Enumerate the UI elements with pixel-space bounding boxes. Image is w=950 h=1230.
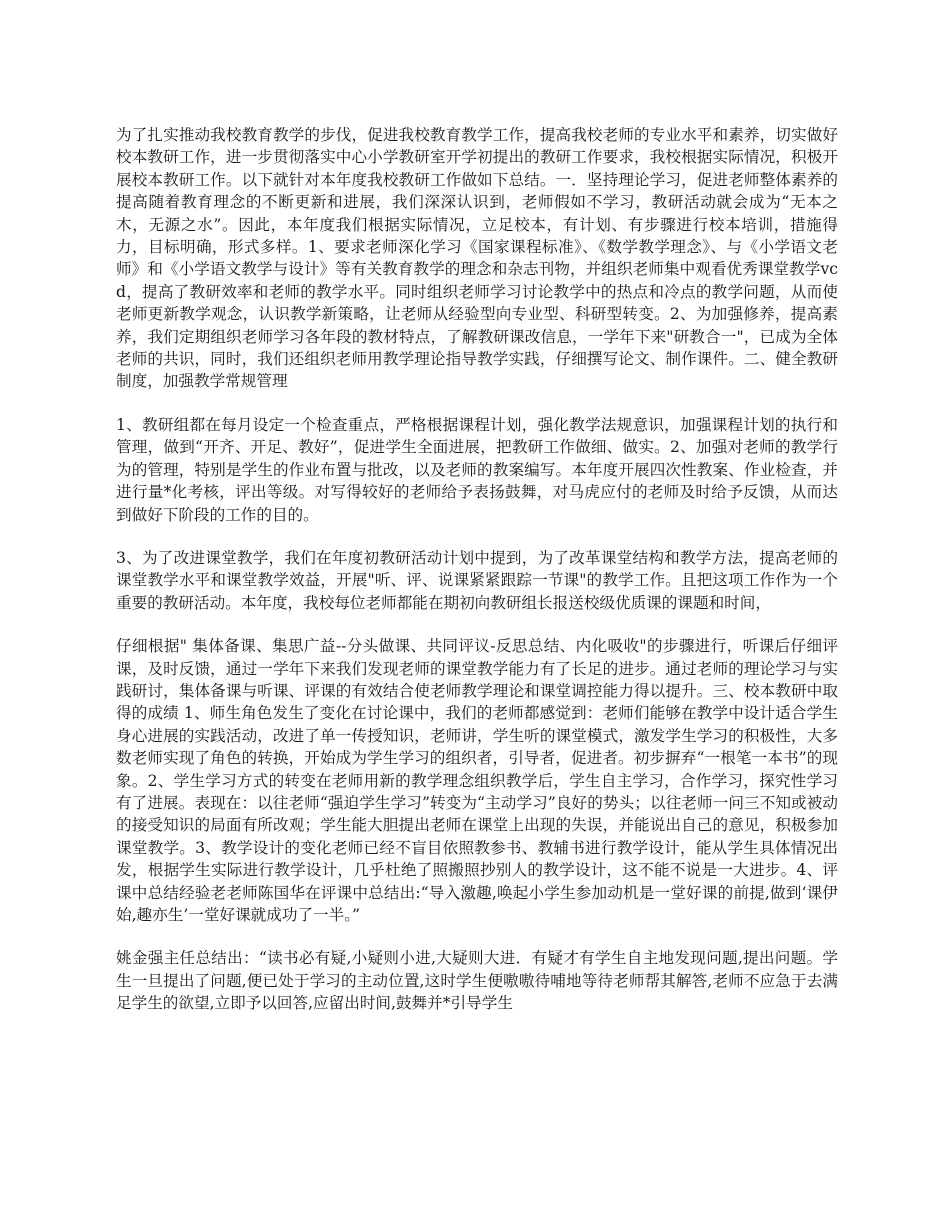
paragraph-5: 姚金强主任总结出：“读书必有疑,小疑则小进,大疑则大进．有疑才有学生自主地发现问题,提出问题。学生一旦提出了问题,便已处于学习的主动位置,这时学生便嗷嗷待哺地等待老师帮其解答,老师不应急于去满足学生的欲望,立即予以回答,应留出时间,鼓舞并*引导学生	[116, 949, 838, 1013]
document-body	[116, 124, 838, 1036]
paragraph-2: 1、教研组都在每月设定一个检查重点，严格根据课程计划，强化教学法规意识，加强课程计划的执行和管理，做到“开齐、开足、教好”，促进学生全面进展，把教研工作做细、做实。2、加强对老师的教学行为的管理，特别是学生的作业布置与批改，以及老师的教案编写。本年度开展四次性教案、作业检查，并进行量*化考核，评出等级。对写得较好的老师给予表扬鼓舞，对马虎应付的老师及时给予反馈，从而达到做好下阶段的工作的目的。	[116, 415, 838, 524]
paragraph-3: 3、为了改进课堂教学，我们在年度初教研活动计划中提到，为了改革课堂结构和教学方法，提高老师的课堂教学水平和课堂教学效益，开展"听、评、说课紧紧跟踪一节课"的教学工作。且把这项工作作为一个重要的教研活动。本年度，我校每位老师都能在期初向教研组长报送校级优质课的课题和时间，	[116, 548, 838, 612]
paragraph-1: 为了扎实推动我校教育教学的步伐，促进我校教育教学工作，提高我校老师的专业水平和素养，切实做好校本教研工作，进一步贯彻落实中心小学教研室开学初提出的教研工作要求，我校根据实际情况，积极开展校本教研工作。以下就针对本年度我校教研工作做如下总结。一．坚持理论学习，促进老师整体素养的提高随着教育理念的不断更新和进展，我们深深认识到，老师假如不学习，教研活动就会成为“无本之木，无源之水”。因此，本年度我们根据实际情况，立足校本，有计划、有步骤进行校本培训，措施得力，目标明确，形式多样。1、要求老师深化学习《国家课程标准》、《数学教学理念》、与《小学语文老师》和《小学语文教学与设计》等有关教育教学的理念和杂志刊物，并组织老师集中观看优秀课堂教学vcd，提高了教研效率和老师的教学水平。同时组织老师学习讨论教学中的热点和冷点的教学问题，从而使老师更新教学观念，认识教学新策略，让老师从经验型向专业型、科研型转变。2、为加强修养，提高素养，我们定期组织老师学习各年段的教材特点，了解教研课改信息，一学年下来"研教合一"，已成为全体老师的共识，同时，我们还组织老师用教学理论指导教学实践，仔细撰写论文、制作课件。二、健全教研制度，加强教学常规管理	[116, 126, 838, 391]
paragraph-4: 仔细根据" 集体备课、集思广益--分头做课、共同评议-反思总结、内化吸收"的步骤进行，听课后仔细评课，及时反馈，通过一学年下来我们发现老师的课堂教学能力有了长足的进步。通过老师的理论学习与实践研讨，集体备课与听课、评课的有效结合使老师教学理论和课堂调控能力得以提升。三、校本教研中取得的成绩 1、师生角色发生了变化在讨论课中，我们的老师都感觉到：老师们能够在教学中设计适合学生身心进展的实践活动，改进了单一传授知识，老师讲，学生听的课堂模式，激发学生学习的积极性，大多数老师实现了角色的转换，开始成为学生学习的组织者，引导者，促进者。初步摒弃“一根笔一本书”的现象。2、学生学习方式的转变在老师用新的教学理念组织教学后，学生自主学习，合作学习，探究性学习有了进展。表现在：以往老师“强迫学生学习”转变为“主动学习”良好的势头；以往老师一问三不知或被动的接受知识的局面有所改观；学生能大胆提出老师在课堂上出现的失误，并能说出自己的意见，积极参加课堂教学。3、教学设计的变化老师已经不盲目依照教参书、教辅书进行教学设计，能从学生具体情况出发，根据学生实际进行教学设计，几乎杜绝了照搬照抄别人的教学设计，这不能不说是一大进步。4、评课中总结经验老老师陈国华在评课中总结出:“导入激趣,唤起小学生参加动机是一堂好课的前提,做到‘课伊始,趣亦生’一堂好课就成功了一半。”	[116, 637, 838, 924]
